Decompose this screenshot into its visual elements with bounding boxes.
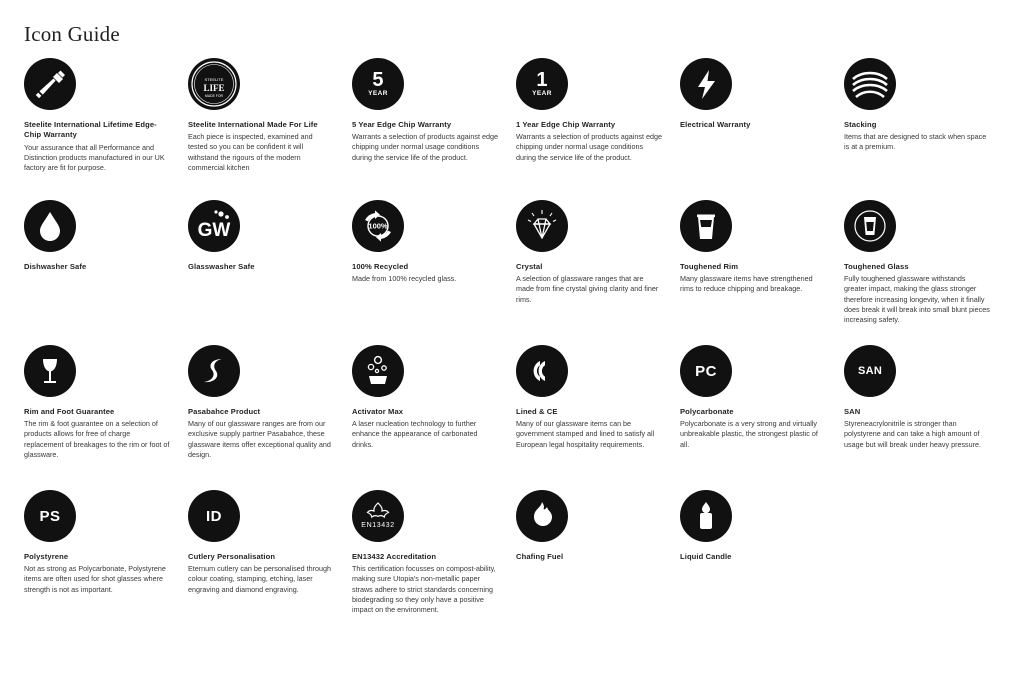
icon-cell-liquid-candle <box>680 490 844 615</box>
icon-description: Your assurance that all Performance and Distinction products manufactured in our UK factory are fit for purpose. <box>24 142 165 172</box>
icon-cell-activator-max <box>352 345 516 490</box>
icon-title: Steelite International Made For Life <box>188 120 318 129</box>
icon-cell-rim-and-foot-guarantee <box>24 345 188 490</box>
icon-title: 5 Year Edge Chip Warranty <box>352 120 452 129</box>
icon-title: Cutlery Personalisation <box>188 552 276 561</box>
recycled-arrows-icon <box>352 200 404 252</box>
icon-title: Stacking <box>844 120 877 129</box>
svg-text:STEELITE: STEELITE <box>204 77 224 82</box>
icon-cell-1-year-edge-chip-warranty <box>516 58 680 200</box>
one-year-icon <box>516 58 568 110</box>
icon-cell-stacking <box>844 58 1008 200</box>
icon-cell-toughened-rim <box>680 200 844 345</box>
icon-cell-glasswasher-safe <box>188 200 352 345</box>
icon-description: Made from 100% recycled glass. <box>352 274 457 284</box>
toughened-rim-glass-icon <box>680 200 732 252</box>
ce-mark-icon <box>516 345 568 397</box>
svg-text:LIFE: LIFE <box>203 83 225 93</box>
icon-description: Polycarbonate is a very strong and virtually unbreakable plastic, the strongest plastic of all. <box>680 419 818 449</box>
icon-description: Eternum cutlery can be personalised through colour coating, stamping, etching, laser engraving and diamond engraving. <box>188 564 332 594</box>
en13432-accreditation-icon <box>352 490 404 542</box>
five-year-icon <box>352 58 404 110</box>
bubbles-activator-icon <box>352 345 404 397</box>
icon-description: Not as strong as Polycarbonate, Polystyrene items are often used for shot glasses where strength is not as important. <box>24 564 166 594</box>
icon-title: Rim and Foot Guarantee <box>24 407 115 416</box>
icon-title: Polystyrene <box>24 552 69 561</box>
icon-title: Steelite International Lifetime Edge-Chip Warranty <box>24 120 157 140</box>
icon-glyph-label: PS <box>39 507 61 525</box>
stacking-icon <box>844 58 896 110</box>
icon-title: Toughened Glass <box>844 262 909 271</box>
icon-description: Warrants a selection of products against edge chipping under normal usage conditions during the service life of the product. <box>516 132 662 162</box>
polystyrene-ps-icon <box>24 490 76 542</box>
icon-title: 100% Recycled <box>352 262 409 271</box>
icon-title: EN13432 Accreditation <box>352 552 437 561</box>
candle-icon <box>680 490 732 542</box>
icon-cell-lined-and-ce <box>516 345 680 490</box>
icon-cell-toughened-glass <box>844 200 1008 345</box>
icon-cell-en13432-accreditation <box>352 490 516 615</box>
icon-cell-empty <box>844 490 1008 615</box>
icon-glyph-sublabel: YEAR <box>368 90 388 98</box>
icon-glyph-label: 5 <box>372 69 384 92</box>
icon-grid <box>24 58 1008 615</box>
toughened-glass-tumbler-icon <box>844 200 896 252</box>
water-drop-icon <box>24 200 76 252</box>
icon-title: Lined & CE <box>516 407 558 416</box>
icon-cell-made-for-life <box>188 58 352 200</box>
icon-glyph-label: 1 <box>536 69 548 92</box>
icon-title: Glasswasher Safe <box>188 262 255 271</box>
page-title: Icon Guide <box>24 22 120 46</box>
icon-cell-san <box>844 345 1008 490</box>
icon-description: Fully toughened glassware withstands greater impact, making the glass stronger therefore increasing longevity, when it finally does break it will break into small blunt pieces increasing safety. <box>844 274 990 325</box>
cutlery-personalisation-id-icon <box>188 490 240 542</box>
svg-text:MADE FOR: MADE FOR <box>205 94 223 98</box>
icon-glyph-sublabel: YEAR <box>532 90 552 98</box>
icon-cell-polystyrene <box>24 490 188 615</box>
icon-cell-100-recycled <box>352 200 516 345</box>
icon-title: Crystal <box>516 262 543 271</box>
icon-description: A laser nucleation technology to further enhance the appearance of carbonated drinks. <box>352 419 478 449</box>
icon-glyph-label: ID <box>206 507 222 525</box>
icon-title: 1 Year Edge Chip Warranty <box>516 120 616 129</box>
icon-title: Toughened Rim <box>680 262 739 271</box>
hammer-icon <box>24 58 76 110</box>
icon-description: Many glassware items have strengthened rims to reduce chipping and breakage. <box>680 274 813 294</box>
icon-description: Many of our glassware ranges are from our exclusive supply partner Pasabahce, these glassware items offer exceptional quality and design. <box>188 419 331 459</box>
icon-description: Styreneacrylonitrile is stronger than polystyrene and can take a high amount of usage but will break under heavy pressure. <box>844 419 982 449</box>
icon-title: Activator Max <box>352 407 404 416</box>
icon-title: Liquid Candle <box>680 552 732 561</box>
made-for-life-seal-icon <box>188 58 240 110</box>
pasabahce-logo-icon <box>188 345 240 397</box>
icon-description: This certification focusses on compost-ability, making sure Utopia's non-metallic paper straws adhere to strict standards concerning biodegrading so they only have a positive impact on the environment. <box>352 564 496 615</box>
diamond-crystal-icon <box>516 200 568 252</box>
wine-glass-icon <box>24 345 76 397</box>
svg-text:EN13432: EN13432 <box>361 522 395 529</box>
icon-cell-electrical-warranty <box>680 58 844 200</box>
svg-text:100%: 100% <box>368 221 388 231</box>
icon-description: A selection of glassware ranges that are made from fine crystal giving clarity and finer rims. <box>516 274 659 304</box>
icon-description: Many of our glassware items can be government stamped and lined to satisfy all European legal hospitality requirements. <box>516 419 655 449</box>
icon-description: The rim & foot guarantee on a selection of products allows for free of charge replacement of breakages to the rim or foot of glassware. <box>24 419 170 459</box>
icon-cell-pasabahce-product <box>188 345 352 490</box>
icon-title: Electrical Warranty <box>680 120 751 129</box>
glasswasher-gw-icon <box>188 200 240 252</box>
icon-title: Pasabahce Product <box>188 407 261 416</box>
icon-description: Warrants a selection of products against edge chipping under normal usage conditions during the service life of the product. <box>352 132 498 162</box>
icon-title: SAN <box>844 407 861 416</box>
icon-cell-cutlery-personalisation <box>188 490 352 615</box>
icon-title: Dishwasher Safe <box>24 262 87 271</box>
polycarbonate-pc-icon <box>680 345 732 397</box>
svg-text:GW: GW <box>197 220 231 241</box>
icon-glyph-label: SAN <box>857 364 883 377</box>
flame-icon <box>516 490 568 542</box>
icon-cell-dishwasher-safe <box>24 200 188 345</box>
icon-title: Chafing Fuel <box>516 552 564 561</box>
icon-description: Items that are designed to stack when space is at a premium. <box>844 132 987 152</box>
icon-description: Each piece is inspected, examined and tested so you can be confident it will withstand the rigours of the modern commercial kitchen <box>188 132 313 172</box>
icon-cell-chafing-fuel <box>516 490 680 615</box>
san-icon <box>844 345 896 397</box>
icon-cell-5-year-edge-chip-warranty <box>352 58 516 200</box>
icon-title: Polycarbonate <box>680 407 734 416</box>
icon-glyph-label: PC <box>695 362 717 380</box>
icon-cell-crystal <box>516 200 680 345</box>
icon-cell-polycarbonate <box>680 345 844 490</box>
lightning-bolt-icon <box>680 58 732 110</box>
icon-cell-lifetime-edge-chip-warranty <box>24 58 188 200</box>
